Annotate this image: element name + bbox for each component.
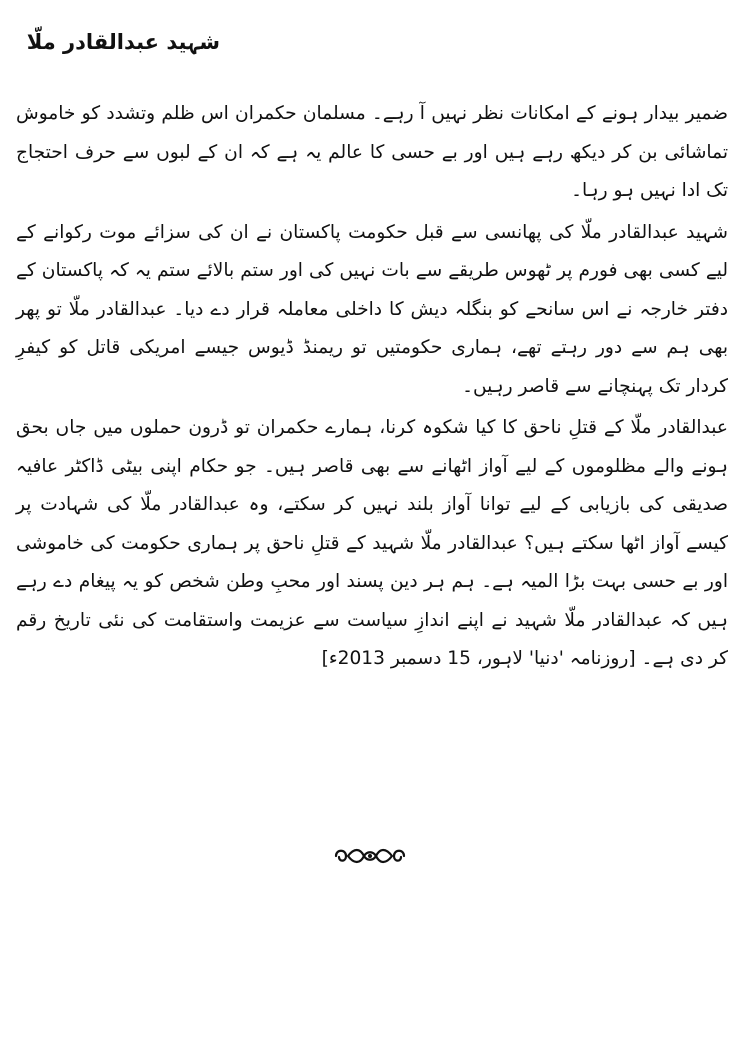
paragraph-3-text: عبدالقادر ملّا کے قتلِ ناحق کا کیا شکوہ کرنا، ہمارے حکمران تو ڈرون حملوں میں جاں بحق ہونے والے مظلوموں کے لیے آواز اٹھانے سے بھی قاصر ہیں۔ جو حکام اپنی بیٹی ڈاکٹر عافیہ صدیقی کی بازیابی کے لیے توانا آواز بلند نہیں کر سکتے، وہ عبدالقادر ملّا کی شہادت پر کیسے آواز اٹھا سکتے ہیں؟ عبدالقادر ملّا شہید کے قتلِ ناحق پر ہماری حکومت کی خاموشی اور بے حسی بہت بڑا المیہ ہے۔ ہم ہر دین پسند اور محبِ وطن شخص کو یہ پیغام دے رہے ہیں کہ عبدالقادر ملّا شہید نے اپنے اندازِ سیاست سے عزیمت واستقامت کی نئی تاریخ رقم کر دی ہے۔ bbox=[16, 417, 728, 669]
source-citation: [روزنامہ 'دنیا' لاہور، 15 دسمبر 2013ء] bbox=[321, 648, 636, 669]
paragraph-2: شہید عبدالقادر ملّا کی پھانسی سے قبل حکومت پاکستان نے ان کی سزائے موت رکوانے کے لیے کسی بھی فورم پر ٹھوس طریقے سے بات نہیں کی اور ستم بالائے ستم یہ کہ پاکستان کے دفتر خارجہ نے اس سانحے کو بنگلہ دیش کا داخلی معاملہ قرار دے دیا۔ عبدالقادر ملّا تو پھر بھی ہم سے دور رہتے تھے، ہماری حکومتیں تو ریمنڈ ڈیوس جیسے امریکی قاتل کو کیفرِ کردار تک پہنچانے سے قاصر رہیں۔ bbox=[16, 221, 728, 397]
end-ornament-icon bbox=[330, 843, 410, 869]
article-body bbox=[16, 95, 728, 679]
paragraph-3 bbox=[16, 409, 728, 679]
section-heading: شہید عبدالقادر ملّا bbox=[26, 30, 220, 54]
paragraph-1: ضمیر بیدار ہونے کے امکانات نظر نہیں آ رہے۔ مسلمان حکمران اس ظلم وتشدد کو خاموش تماشائی بن کر دیکھ رہے ہیں اور بے حسی کا عالم یہ ہے کہ ان کے لبوں سے حرف احتجاج تک ادا نہیں ہو رہا۔ bbox=[16, 103, 728, 201]
